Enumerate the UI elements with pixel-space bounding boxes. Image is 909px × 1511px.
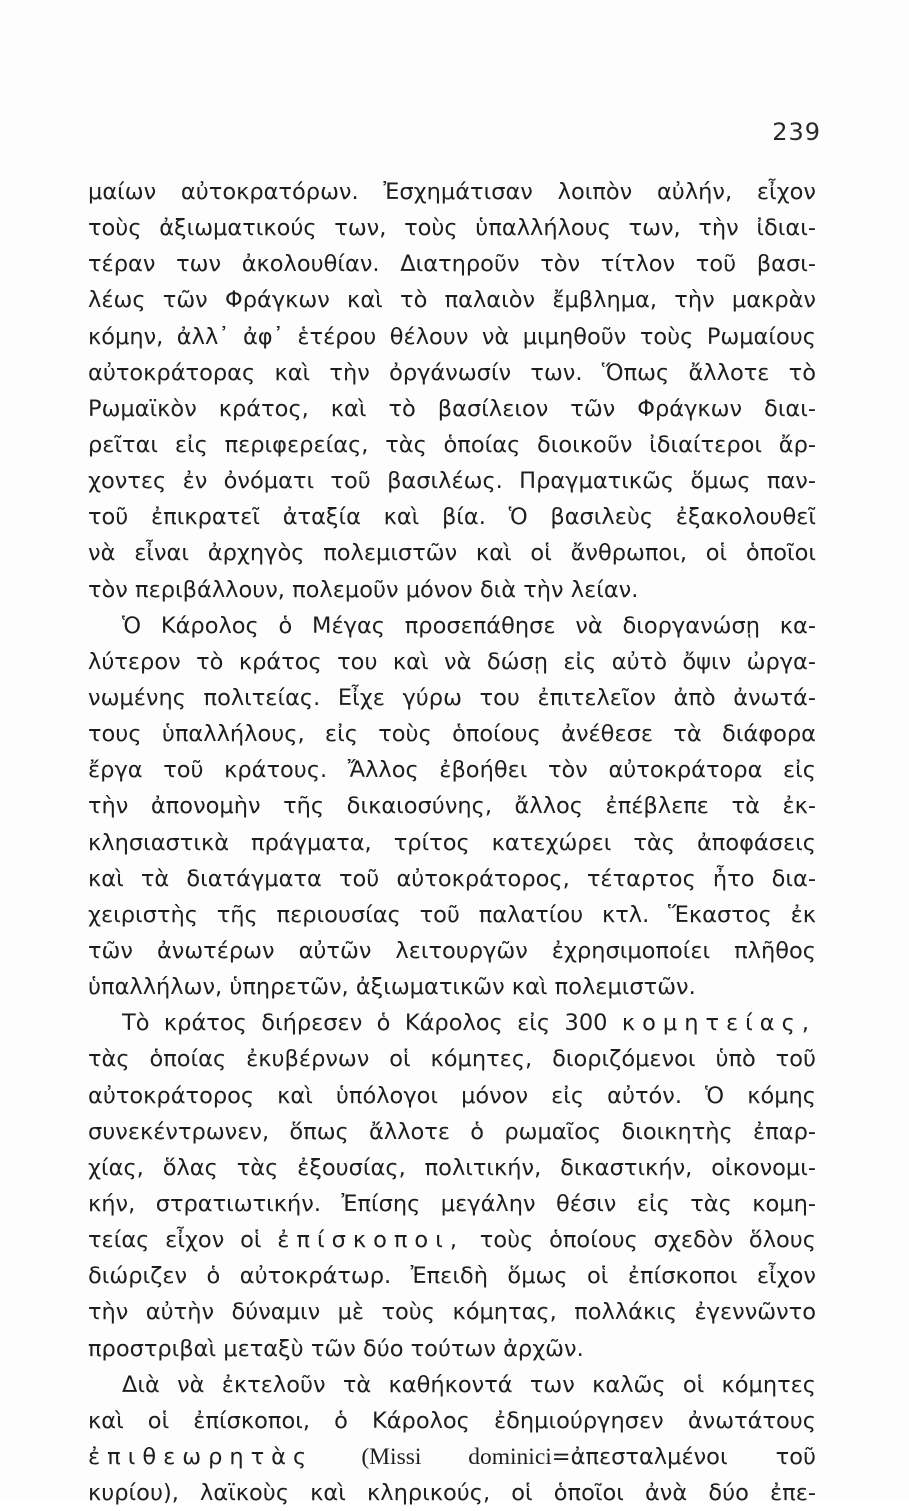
text-line: διώριζεν ὁ αὐτοκράτωρ. Ἐπειδὴ ὅμως οἱ ἐπίσκοποι εἶχον: [88, 1263, 816, 1290]
text-line: χειριστὴς τῆς περιουσίας τοῦ παλατίου κτλ. Ἕκαστος ἐκ: [88, 901, 816, 928]
text-line: χοντες ἐν ὀνόματι τοῦ βασιλέως. Πραγματικῶς ὅμως παν-: [88, 468, 816, 495]
text-segment: τοὺς ὁποίους σχεδὸν ὅλους: [479, 1227, 817, 1254]
text-line: καὶ οἱ ἐπίσκοποι, ὁ Κάρολος ἐδημιούργησεν ἀνωτάτους: [88, 1407, 816, 1434]
text-line: Διὰ νὰ ἐκτελοῦν τὰ καθήκοντά των καλῶς οἱ κόμητες: [122, 1371, 816, 1398]
spaced-term: κομητείας,: [621, 1010, 816, 1037]
text-line: τὴν ἀπονομὴν τῆς δικαιοσύνης, ἄλλος ἐπέβλεπε τὰ ἐκ-: [88, 793, 816, 820]
text-line: τοῦ ἐπικρατεῖ ἀταξία καὶ βία. Ὁ βασιλεὺς ἐξακολουθεῖ: [88, 504, 816, 531]
text-line: τους ὑπαλλήλους, εἰς τοὺς ὁποίους ἀνέθεσε τὰ διάφορα: [88, 721, 816, 748]
text-line: νὰ εἶναι ἀρχηγὸς πολεμιστῶν καὶ οἱ ἄνθρωποι, οἱ ὁποῖοι: [88, 540, 816, 567]
text-line: τὸν περιβάλλουν, πολεμοῦν μόνον διὰ τὴν λείαν.: [88, 576, 639, 603]
text-line: καὶ τὰ διατάγματα τοῦ αὐτοκράτορος, τέταρτος ἦτο δια-: [88, 865, 816, 892]
text-line: τοὺς ἀξιωματικούς των, τοὺς ὑπαλλήλους των, τὴν ἰδιαι-: [88, 215, 816, 242]
text-line: λύτερον τὸ κράτος του καὶ νὰ δώσῃ εἰς αὐτὸ ὄψιν ὠργα-: [88, 648, 816, 675]
text-line: συνεκέντρωνεν, ὅπως ἄλλοτε ὁ ρωμαῖος διοικητὴς ἐπαρ-: [88, 1118, 816, 1145]
text-line: χίας, ὅλας τὰς ἐξουσίας, πολιτικήν, δικαστικήν, οἰκονομι-: [88, 1154, 816, 1181]
text-line: κόμην, ἀλλ᾽ ἀφ᾽ ἑτέρου θέλουν νὰ μιμηθοῦν τοὺς Ρωμαίους: [88, 323, 816, 350]
text-line: μαίων αὐτοκρατόρων. Ἐσχημάτισαν λοιπὸν αὐλήν, εἶχον: [88, 179, 816, 205]
text-line: ἔργα τοῦ κράτους. Ἄλλος ἐβοήθει τὸν αὐτοκράτορα εἰς: [88, 757, 816, 784]
text-segment: τείας εἶχον οἱ: [88, 1227, 262, 1254]
text-line: προστριβαὶ μεταξὺ τῶν δύο τούτων ἀρχῶν.: [88, 1335, 584, 1362]
text-line: τῶν ἀνωτέρων αὐτῶν λειτουργῶν ἐχρησιμοποίει πλῆθος: [88, 937, 816, 964]
spaced-term: ἐπίσκοποι,: [277, 1227, 464, 1254]
text-line: κλησιαστικὰ πράγματα, τρίτος κατεχώρει τὰς ἀποφάσεις: [88, 829, 816, 856]
text-line: [88, 1005, 816, 1041]
text-line: ρεῖται εἰς περιφερείας, τὰς ὁποίας διοικοῦν ἰδιαίτεροι ἄρ-: [88, 431, 816, 458]
text-line: τὴν αὐτὴν δύναμιν μὲ τοὺς κόμητας, πολλάκις ἐγεννῶντο: [88, 1299, 816, 1326]
paragraph-1: [88, 174, 816, 608]
text-segment: =ἀπεσταλμένοι τοῦ: [551, 1443, 816, 1470]
text-line: τὰς ὁποίας ἐκυβέρνων οἱ κόμητες, διοριζόμενοι ὑπὸ τοῦ: [88, 1046, 816, 1073]
text-line: αὐτοκράτορος καὶ ὑπόλογοι μόνον εἰς αὐτόν. Ὁ κόμης: [88, 1082, 816, 1109]
text-line: τέραν των ἀκολουθίαν. Διατηροῦν τὸν τίτλον τοῦ βασι-: [88, 251, 816, 278]
paragraph-3: [88, 1005, 816, 1366]
page-number: 239: [772, 118, 821, 146]
text-line: ὑπαλλήλων, ὑπηρετῶν, ἀξιωματικῶν καὶ πολεμιστῶν.: [88, 974, 696, 1001]
text-line: νωμένης πολιτείας. Εἶχε γύρω του ἐπιτελεῖον ἀπὸ ἀνωτά-: [88, 684, 816, 711]
paragraph-4: [88, 1367, 816, 1511]
text-line: λέως τῶν Φράγκων καὶ τὸ παλαιὸν ἔμβλημα, τὴν μακρὰν: [88, 287, 816, 314]
text-line: αὐτοκράτορας καὶ τὴν ὀργάνωσίν των. Ὅπως ἄλλοτε τὸ: [88, 359, 816, 386]
spaced-term: ἐπιθεωρητὰς: [88, 1443, 314, 1470]
text-line: Ὁ Κάρολος ὁ Μέγας προσεπάθησε νὰ διοργανώσῃ κα-: [122, 612, 816, 639]
text-line: [88, 1222, 816, 1258]
text-line: κήν, στρατιωτικήν. Ἐπίσης μεγάλην θέσιν εἰς τὰς κομη-: [88, 1190, 816, 1217]
text-line: κυρίου), λαϊκοὺς καὶ κληρικούς, οἱ ὁποῖοι ἀνὰ δύο ἐπε-: [88, 1480, 816, 1507]
text-segment: Τὸ κράτος διήρεσεν ὁ Κάρολος εἰς 300: [122, 1010, 608, 1037]
paragraph-2: [88, 608, 816, 1006]
text-line: [88, 1439, 816, 1475]
text-line: Ρωμαϊκὸν κράτος, καὶ τὸ βασίλειον τῶν Φράγκων διαι-: [88, 395, 816, 422]
body-text: [88, 174, 816, 1511]
latin-term: (Missi dominici: [361, 1443, 552, 1470]
